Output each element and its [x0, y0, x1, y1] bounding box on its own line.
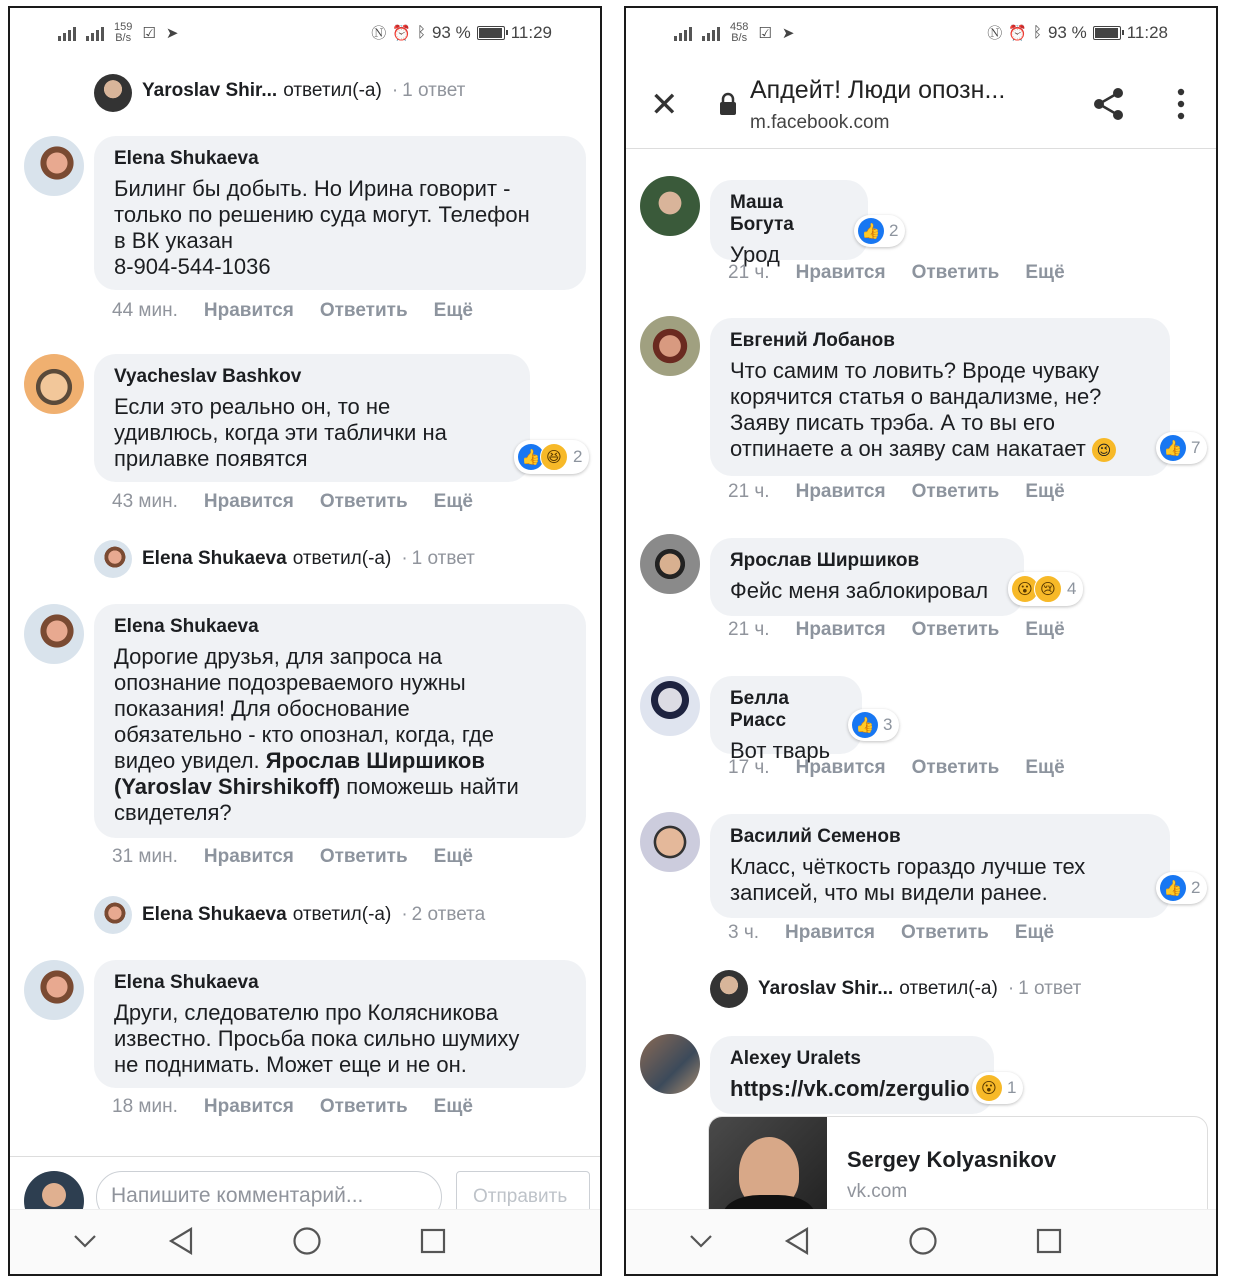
reply-button[interactable]: Ответить [319, 300, 408, 321]
more-button[interactable]: Ещё [1014, 922, 1055, 943]
comment-author[interactable]: Евгений Лобанов [730, 330, 895, 351]
close-icon[interactable]: ✕ [650, 86, 679, 124]
comment-text: Дорогие друзья, для запроса на опознание подозреваемого нужны показания! Для обоснование обязательно - кто опознал, когда, где видео увидел. Ярослав Ширшиков (Yaroslav Shirshikoff) поможешь найти свидетеля? [114, 644, 519, 825]
wink-emoji-icon: 😉 [1092, 438, 1116, 462]
comment-bubble [710, 180, 868, 267]
clock: 11:28 [1126, 22, 1168, 42]
reply-author: Elena Shukaeva [142, 904, 287, 925]
comment-actions [112, 846, 473, 868]
reply-count: 2 ответа [411, 904, 486, 925]
more-button[interactable]: Ещё [1025, 619, 1065, 640]
more-button[interactable]: Ещё [1025, 262, 1065, 283]
telegram-icon: ➤ [165, 25, 179, 42]
avatar[interactable] [710, 970, 748, 1008]
like-button[interactable]: Нравится [785, 922, 875, 943]
battery-percent: 93 % [1047, 22, 1087, 42]
comment-text: Если это реально он, то не удивлюсь, когда эти таблички на прилавке появятся [114, 394, 447, 471]
avatar[interactable] [94, 896, 132, 934]
signal-icon [86, 25, 104, 41]
reply-button[interactable]: Ответить [319, 1096, 408, 1117]
clock: 11:29 [510, 22, 552, 42]
page-title: Апдейт! Люди опозн... [750, 76, 1006, 104]
comment-time: 18 мин. [112, 1096, 178, 1117]
comment-author[interactable]: Elena Shukaeva [114, 972, 259, 993]
comment-bubble [94, 604, 586, 838]
avatar[interactable] [640, 676, 700, 736]
reaction-count: 1 [1007, 1078, 1017, 1097]
browser-toolbar [626, 56, 1216, 149]
share-icon[interactable] [1092, 86, 1126, 127]
link-title: Sergey Kolyasnikov [847, 1147, 1057, 1172]
reply-verb: ответил(-а) [292, 548, 392, 569]
comment-author[interactable]: Elena Shukaeva [114, 616, 259, 637]
comment-time: 17 ч. [728, 757, 770, 778]
like-button[interactable]: Нравится [795, 757, 886, 778]
reply-button[interactable]: Ответить [911, 481, 1000, 502]
like-button[interactable]: Нравится [203, 846, 294, 867]
reaction-count: 7 [1191, 438, 1201, 457]
reply-verb: ответил(-а) [292, 904, 392, 925]
comment-composer [10, 1156, 600, 1215]
signal-icon [58, 25, 76, 41]
more-button[interactable]: Ещё [433, 300, 473, 321]
link-domain: vk.com [847, 1181, 908, 1202]
avatar[interactable] [640, 176, 700, 236]
avatar[interactable] [24, 960, 84, 1020]
comment-actions [728, 757, 1065, 779]
dot-separator: · [391, 80, 399, 101]
recents-icon[interactable] [416, 1224, 450, 1258]
sad-reaction-icon: 😢 [1034, 575, 1062, 603]
reactions-badge[interactable] [1156, 432, 1207, 464]
comment-actions [728, 922, 1054, 944]
comment-author[interactable]: Vyacheslav Bashkov [114, 366, 302, 387]
reply-verb: ответил(-а) [899, 978, 998, 999]
bluetooth-icon: ᛒ [1032, 24, 1042, 41]
comment-text: Фейс меня заблокировал [730, 578, 989, 603]
avatar[interactable] [640, 1034, 700, 1094]
comment-time: 21 ч. [728, 619, 770, 640]
lock-icon[interactable] [718, 92, 738, 121]
more-button[interactable]: Ещё [1025, 481, 1065, 502]
reply-summary[interactable] [142, 80, 465, 102]
comment-text: Вот тварь [730, 738, 831, 763]
network-speed: 159 B/s [114, 21, 133, 44]
comment-author[interactable]: Белла Риасс [730, 688, 789, 731]
like-button[interactable]: Нравится [795, 481, 886, 502]
dot-separator: · [401, 548, 408, 569]
reply-summary[interactable] [758, 978, 1081, 1000]
reply-button[interactable]: Ответить [911, 262, 1000, 283]
comment-bubble [94, 136, 586, 290]
reactions-badge[interactable] [1008, 572, 1083, 606]
checkbox-notification-icon: ☑ [758, 25, 772, 42]
battery-percent: 93 % [431, 22, 471, 42]
avatar[interactable] [24, 136, 84, 196]
like-reaction-icon: 👍 [1160, 875, 1186, 901]
comment-time: 43 мин. [112, 491, 178, 512]
reply-summary[interactable] [142, 904, 485, 926]
like-reaction-icon: 👍 [858, 218, 884, 244]
signal-icon [674, 25, 692, 41]
avatar[interactable] [640, 316, 700, 376]
comment-actions [728, 262, 1065, 284]
comment-text: Билинг бы добыть. Но Ирина говорит - только по решению суда могут. Телефон в ВК указан 8-904-544-1036 [114, 176, 530, 279]
reactions-badge[interactable] [854, 215, 905, 247]
reaction-count: 3 [883, 715, 893, 734]
comment-text: Други, следователю про Колясникова известно. Просьба пока сильно шумиху не поднимать. Может еще и не он. [114, 1000, 520, 1077]
comment-time: 44 мин. [112, 300, 178, 321]
reaction-count: 2 [889, 221, 899, 240]
reply-button[interactable]: Ответить [319, 491, 408, 512]
comment-bubble [710, 538, 1024, 616]
dot-separator: · [1007, 978, 1015, 999]
more-button[interactable]: Ещё [1025, 757, 1065, 778]
reply-author: Elena Shukaeva [142, 548, 287, 569]
reply-button[interactable]: Ответить [911, 619, 1000, 640]
comment-link[interactable]: https://vk.com/zergulio [730, 1076, 970, 1101]
home-icon[interactable] [906, 1224, 940, 1258]
like-button[interactable]: Нравится [203, 1096, 294, 1117]
reactions-badge[interactable] [972, 1072, 1023, 1104]
comment-text: Класс, чёткость гораздо лучше тех записей, что мы видели ранее. [730, 854, 1086, 905]
chevron-down-icon[interactable] [68, 1224, 102, 1258]
comment-time: 3 ч. [728, 922, 760, 943]
mention-link[interactable]: (Yaroslav Shirshikoff) [114, 774, 341, 799]
comment-author[interactable]: Маша Богута [730, 192, 794, 235]
comment-input[interactable]: Напишите комментарий... [96, 1171, 442, 1223]
like-reaction-icon: 👍 [852, 712, 878, 738]
comment-time: 21 ч. [728, 481, 770, 502]
more-button[interactable]: Ещё [433, 491, 473, 512]
reply-button[interactable]: Ответить [319, 846, 408, 867]
haha-reaction-icon: 😆 [540, 443, 568, 471]
back-icon[interactable] [780, 1224, 814, 1258]
network-speed: 458 B/s [730, 21, 749, 44]
battery-icon [477, 26, 505, 40]
avatar[interactable] [94, 74, 132, 112]
comment-author[interactable]: Ярослав Ширшиков [730, 550, 920, 571]
reaction-count: 2 [1191, 878, 1201, 897]
avatar[interactable] [24, 354, 84, 414]
comment-actions [112, 491, 473, 513]
comment-bubble [710, 1036, 994, 1114]
avatar[interactable] [94, 540, 132, 578]
comment-author[interactable]: Василий Семенов [730, 826, 901, 847]
status-bar [10, 8, 600, 56]
reactions-badge[interactable] [848, 709, 899, 741]
avatar[interactable] [640, 534, 700, 594]
reactions-badge[interactable] [1156, 872, 1207, 904]
more-button[interactable]: Ещё [433, 846, 473, 867]
like-reaction-icon: 👍 [1160, 435, 1186, 461]
comment-actions [728, 619, 1065, 641]
alarm-icon: ⏰ [1008, 24, 1027, 42]
reply-count: 1 ответ [1018, 978, 1082, 999]
comment-text: Что самим то ловить? Вроде чуваку корячится статья о вандализме, не? Заяву писать трэба. А то вы его отпинаете а он заяву сам накатает 😉 [730, 358, 1150, 462]
reply-summary[interactable] [142, 548, 475, 570]
navigation-bar [626, 1209, 1216, 1274]
signal-icon [702, 25, 720, 41]
like-button[interactable]: Нравится [203, 300, 294, 321]
comment-author[interactable]: Elena Shukaeva [114, 148, 259, 169]
comment-actions [112, 300, 473, 322]
checkbox-notification-icon: ☑ [142, 25, 156, 42]
comment-bubble [94, 354, 530, 482]
home-icon[interactable] [290, 1224, 324, 1258]
comment-actions [728, 481, 1065, 503]
mention-link[interactable]: Ярослав Ширшиков [265, 748, 485, 773]
reaction-count: 4 [1067, 579, 1077, 598]
chevron-down-icon[interactable] [684, 1224, 718, 1258]
comment-text: Урод [730, 242, 780, 267]
reaction-count: 2 [573, 447, 583, 466]
comment-bubble [710, 814, 1170, 918]
alarm-icon: ⏰ [392, 24, 411, 42]
recents-icon[interactable] [1032, 1224, 1066, 1258]
more-button[interactable]: Ещё [433, 1096, 473, 1117]
comment-time: 21 ч. [728, 262, 770, 283]
avatar[interactable] [24, 604, 84, 664]
reply-author: Yaroslav Shir... [758, 978, 894, 999]
status-bar [626, 8, 1216, 56]
like-button[interactable]: Нравится [795, 262, 886, 283]
reactions-badge[interactable] [514, 440, 589, 474]
reply-button[interactable]: Ответить [901, 922, 989, 943]
comment-actions [112, 1096, 473, 1118]
send-button[interactable]: Отправить [456, 1171, 590, 1223]
page-url: m.facebook.com [750, 112, 890, 133]
like-button[interactable]: Нравится [795, 619, 886, 640]
reply-count: 1 ответ [411, 548, 475, 569]
wow-reaction-icon: 😮 [976, 1075, 1002, 1101]
comment-time: 31 мин. [112, 846, 178, 867]
phone-screen-right [624, 6, 1218, 1276]
reply-button[interactable]: Ответить [911, 757, 1000, 778]
nfc-icon: Ⓝ [987, 25, 1003, 42]
bluetooth-icon: ᛒ [416, 24, 426, 41]
more-vertical-icon[interactable] [1176, 88, 1186, 125]
reply-count: 1 ответ [402, 80, 466, 101]
comment-author[interactable]: Alexey Uralets [730, 1048, 861, 1069]
comment-bubble [710, 676, 862, 763]
like-button[interactable]: Нравится [203, 491, 294, 512]
wow-reaction-icon: 😮 [1012, 576, 1038, 602]
phone-screen-left [8, 6, 602, 1276]
reply-author: Yaroslav Shir... [142, 80, 278, 101]
avatar[interactable] [640, 812, 700, 872]
nfc-icon: Ⓝ [371, 25, 387, 42]
battery-icon [1093, 26, 1121, 40]
reply-verb: ответил(-а) [283, 80, 382, 101]
navigation-bar [10, 1209, 600, 1274]
back-icon[interactable] [164, 1224, 198, 1258]
telegram-icon: ➤ [781, 25, 795, 42]
comment-bubble [94, 960, 586, 1088]
dot-separator: · [401, 904, 408, 925]
like-reaction-icon: 👍 [518, 444, 544, 470]
comment-bubble [710, 318, 1170, 476]
